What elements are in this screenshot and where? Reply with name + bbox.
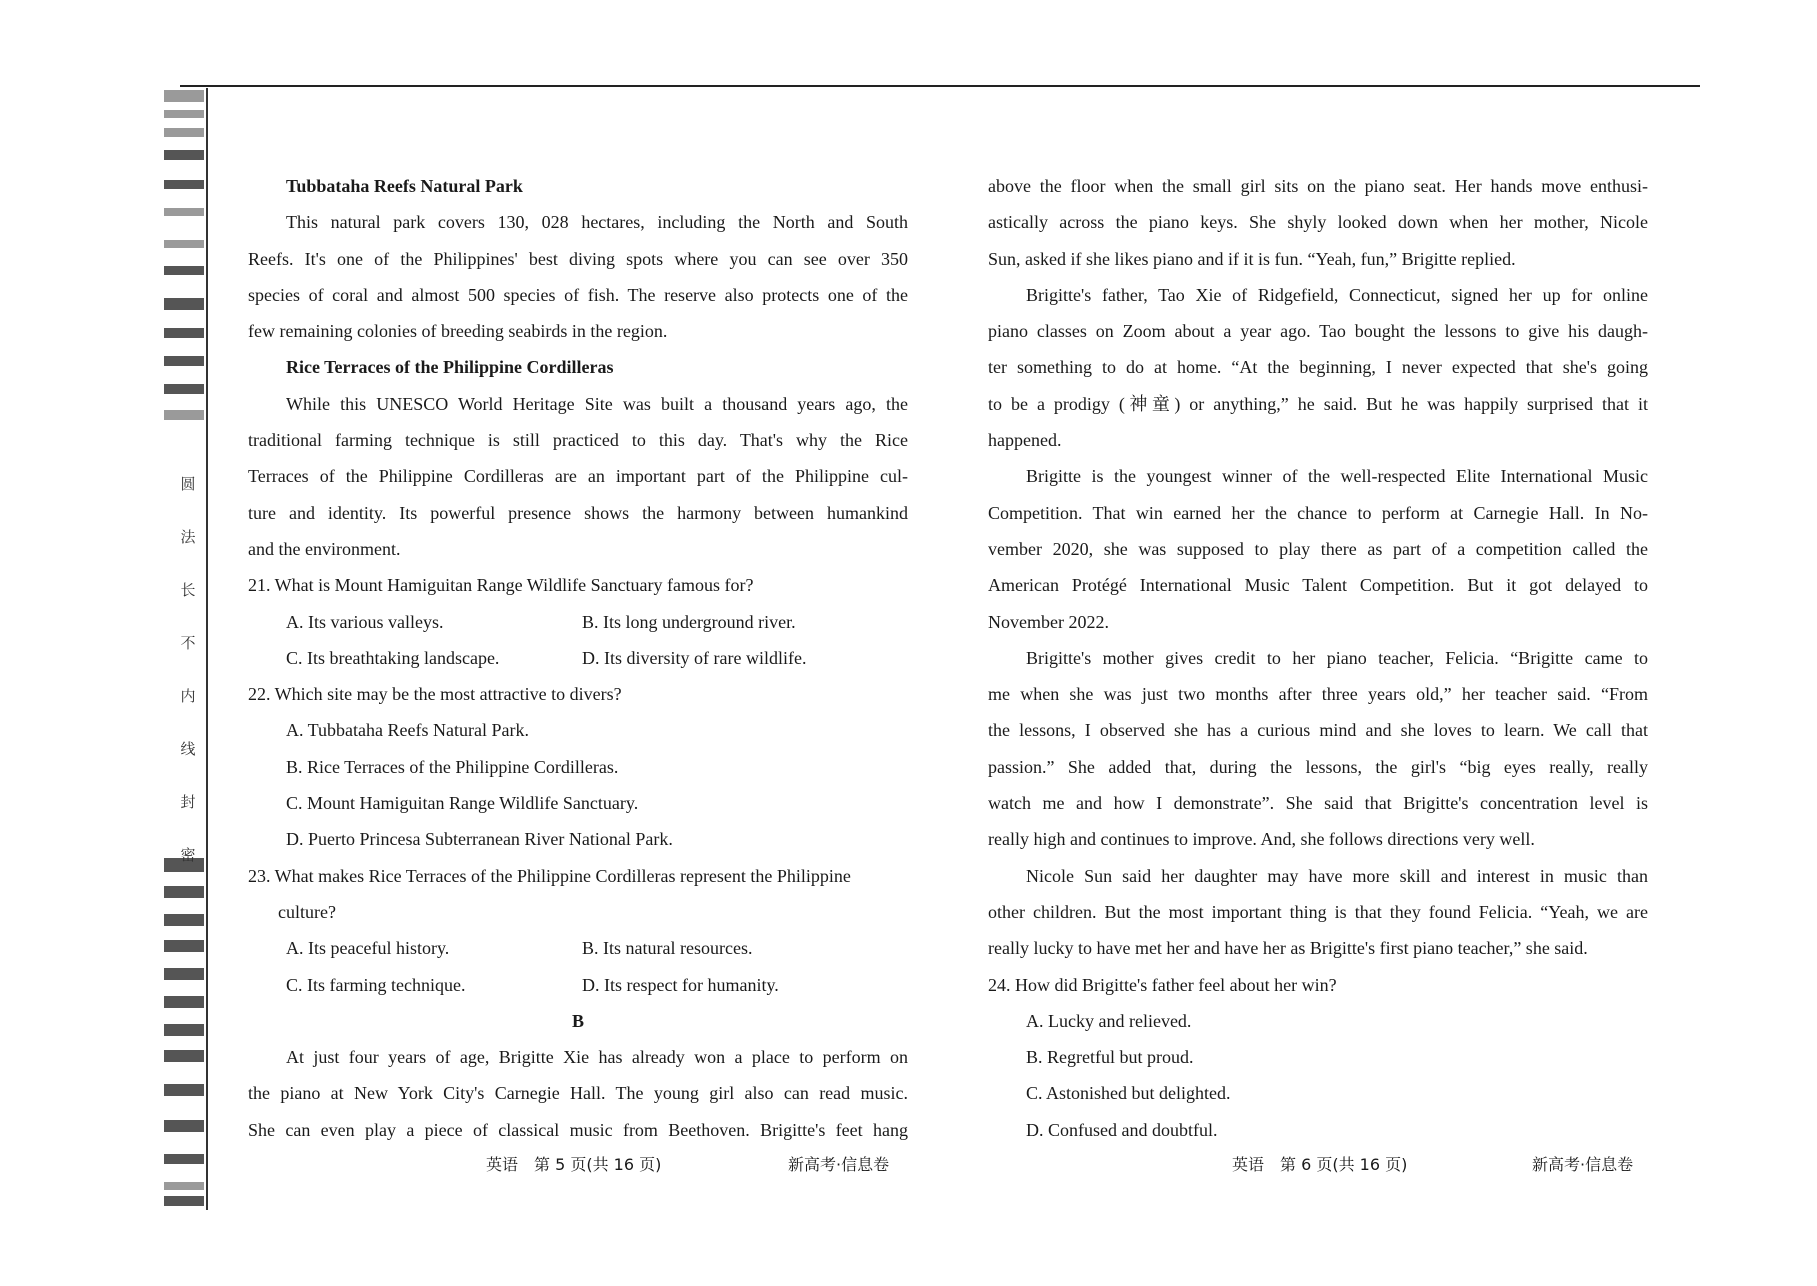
- question-23-continued: culture?: [278, 901, 336, 922]
- option-23-d: D. Its respect for humanity.: [582, 974, 779, 995]
- binding-seal-text: [178, 473, 198, 897]
- paragraph-line: really lucky to have met her and have her as Brigitte's first piano teacher,” she said.: [988, 938, 1588, 959]
- paragraph-line: ter something to do at home. “At the beginning, I never expected that she's going: [988, 357, 1648, 378]
- question-21: 21. What is Mount Hamiguitan Range Wildlife Sanctuary famous for?: [248, 575, 754, 596]
- paragraph-line: watch me and how I demonstrate”. She said that Brigitte's concentration level is: [988, 793, 1648, 814]
- option-22-a: A. Tubbataha Reefs Natural Park.: [286, 720, 529, 741]
- paragraph-line: At just four years of age, Brigitte Xie has already won a place to perform on: [286, 1047, 908, 1068]
- paragraph-line: Nicole Sun said her daughter may have more skill and interest in music than: [1026, 865, 1648, 886]
- paragraph-line: me when she was just two months after three years old,” her teacher said. “From: [988, 684, 1648, 705]
- paragraph-line: Sun, asked if she likes piano and if it is fun. “Yeah, fun,” Brigitte replied.: [988, 248, 1516, 269]
- option-23-c: C. Its farming technique.: [286, 974, 466, 995]
- seal-char: 密: [180, 848, 196, 864]
- paragraph-line: other children. But the most important thing is that they found Felicia. “Yeah, we are: [988, 901, 1648, 922]
- question-23-options-row: [248, 930, 908, 966]
- paragraph-line: species of coral and almost 500 species of fish. The reserve also protects one of the: [248, 284, 908, 305]
- option-22-b: B. Rice Terraces of the Philippine Cordilleras.: [286, 756, 619, 777]
- question-21-options-row: [248, 604, 908, 640]
- right-footer-brand: 新高考·信息卷: [1532, 1155, 1634, 1174]
- paragraph-line: traditional farming technique is still practiced to this day. That's why the Rice: [248, 430, 908, 451]
- option-24-d: D. Confused and doubtful.: [1026, 1119, 1218, 1140]
- right-page-number: 英语 第 6 页(共 16 页): [1232, 1155, 1408, 1174]
- option-24-a: A. Lucky and relieved.: [1026, 1010, 1192, 1031]
- paragraph-line: ture and identity. Its powerful presence shows the harmony between humankind: [248, 502, 908, 523]
- tubbataha-paragraph: [248, 204, 908, 349]
- option-21-d: D. Its diversity of rare wildlife.: [582, 647, 807, 668]
- left-page-number: 英语 第 5 页(共 16 页): [486, 1155, 662, 1174]
- question-24: 24. How did Brigitte's father feel about her win?: [988, 974, 1337, 995]
- paragraph-1: [988, 168, 1648, 277]
- tubbataha-heading: Tubbataha Reefs Natural Park: [286, 176, 523, 196]
- paragraph-line: Terraces of the Philippine Cordilleras are an important part of the Philippine cul-: [248, 466, 908, 487]
- rice-terraces-heading: Rice Terraces of the Philippine Cordilleras: [286, 357, 614, 378]
- left-page-column: [248, 168, 908, 1148]
- top-rule: [180, 85, 1700, 87]
- rice-terraces-paragraph: [248, 386, 908, 567]
- paragraph-line: Brigitte is the youngest winner of the well-respected Elite International Music: [1026, 466, 1648, 487]
- paragraph-line: and the environment.: [248, 538, 401, 559]
- paragraph-line: few remaining colonies of breeding seabirds in the region.: [248, 321, 668, 342]
- question-23: 23. What makes Rice Terraces of the Philippine Cordilleras represent the Philippine: [248, 865, 851, 886]
- passage-b-paragraph: [248, 1039, 908, 1148]
- option-21-a: A. Its various valleys.: [286, 611, 444, 632]
- paragraph-line: the lessons, I observed she has a curious mind and she loves to learn. We call that: [988, 720, 1648, 741]
- seal-char: 长: [180, 583, 196, 599]
- paragraph-5: [988, 858, 1648, 967]
- left-footer-brand: 新高考·信息卷: [788, 1155, 890, 1174]
- paragraph-line: She can even play a piece of classical music from Beethoven. Brigitte's feet hang: [248, 1119, 908, 1140]
- paragraph-line: November 2022.: [988, 611, 1109, 632]
- seal-char: 封: [180, 795, 196, 811]
- seal-char: 圆: [180, 477, 196, 493]
- paragraph-line: Reefs. It's one of the Philippines' best diving spots where you can see over 350: [248, 248, 908, 269]
- paragraph-line: above the floor when the small girl sits on the piano seat. Her hands move enthusi-: [988, 176, 1648, 196]
- option-24-c: C. Astonished but delighted.: [1026, 1083, 1231, 1104]
- paragraph-line: vember 2020, she was supposed to play there as part of a competition called the: [988, 538, 1648, 559]
- seal-char: 内: [180, 689, 196, 705]
- paragraph-line: Competition. That win earned her the chance to perform at Carnegie Hall. In No-: [988, 502, 1648, 523]
- option-23-b: B. Its natural resources.: [582, 938, 753, 959]
- paragraph-line: piano classes on Zoom about a year ago. Tao bought the lessons to give his daugh-: [988, 321, 1648, 342]
- paragraph-2: [988, 277, 1648, 458]
- paragraph-3: [988, 458, 1648, 639]
- paragraph-line: While this UNESCO World Heritage Site was built a thousand years ago, the: [286, 393, 908, 414]
- seal-char: 线: [180, 742, 196, 758]
- paragraph-4: [988, 640, 1648, 858]
- section-b-heading: B: [571, 1010, 584, 1031]
- paragraph-line: This natural park covers 130, 028 hectares, including the North and South: [286, 212, 908, 233]
- binding-rule: [206, 88, 208, 1210]
- seal-char: 不: [180, 636, 196, 652]
- paragraph-line: the piano at New York City's Carnegie Hall. The young girl also can read music.: [248, 1083, 908, 1104]
- paragraph-line: Brigitte's father, Tao Xie of Ridgefield, Connecticut, signed her up for online: [1026, 284, 1648, 305]
- paragraph-line: Brigitte's mother gives credit to her piano teacher, Felicia. “Brigitte came to: [1026, 647, 1648, 668]
- option-21-c: C. Its breathtaking landscape.: [286, 647, 500, 668]
- question-21-options-row: [248, 640, 908, 676]
- paragraph-line: American Protégé International Music Talent Competition. But it got delayed to: [988, 575, 1648, 596]
- option-22-d: D. Puerto Princesa Subterranean River National Park.: [286, 829, 673, 850]
- paragraph-line: to be a prodigy (神童) or anything,” he said. But he was happily surprised that it: [988, 393, 1648, 414]
- seal-char: 法: [180, 530, 196, 546]
- option-23-a: A. Its peaceful history.: [286, 938, 450, 959]
- question-22: 22. Which site may be the most attractive to divers?: [248, 684, 622, 705]
- option-24-b: B. Regretful but proud.: [1026, 1047, 1194, 1068]
- binding-margin: [164, 88, 210, 1210]
- option-22-c: C. Mount Hamiguitan Range Wildlife Sanctuary.: [286, 793, 639, 814]
- question-23-options-row: [248, 967, 908, 1003]
- paragraph-line: happened.: [988, 430, 1062, 451]
- right-page-column: [988, 168, 1648, 1148]
- paragraph-line: really high and continues to improve. And, she follows directions very well.: [988, 829, 1535, 850]
- option-21-b: B. Its long underground river.: [582, 611, 796, 632]
- paragraph-line: astically across the piano keys. She shyly looked down when her mother, Nicole: [988, 212, 1648, 233]
- paragraph-line: passion.” She added that, during the lessons, the girl's “big eyes really, really: [988, 756, 1648, 777]
